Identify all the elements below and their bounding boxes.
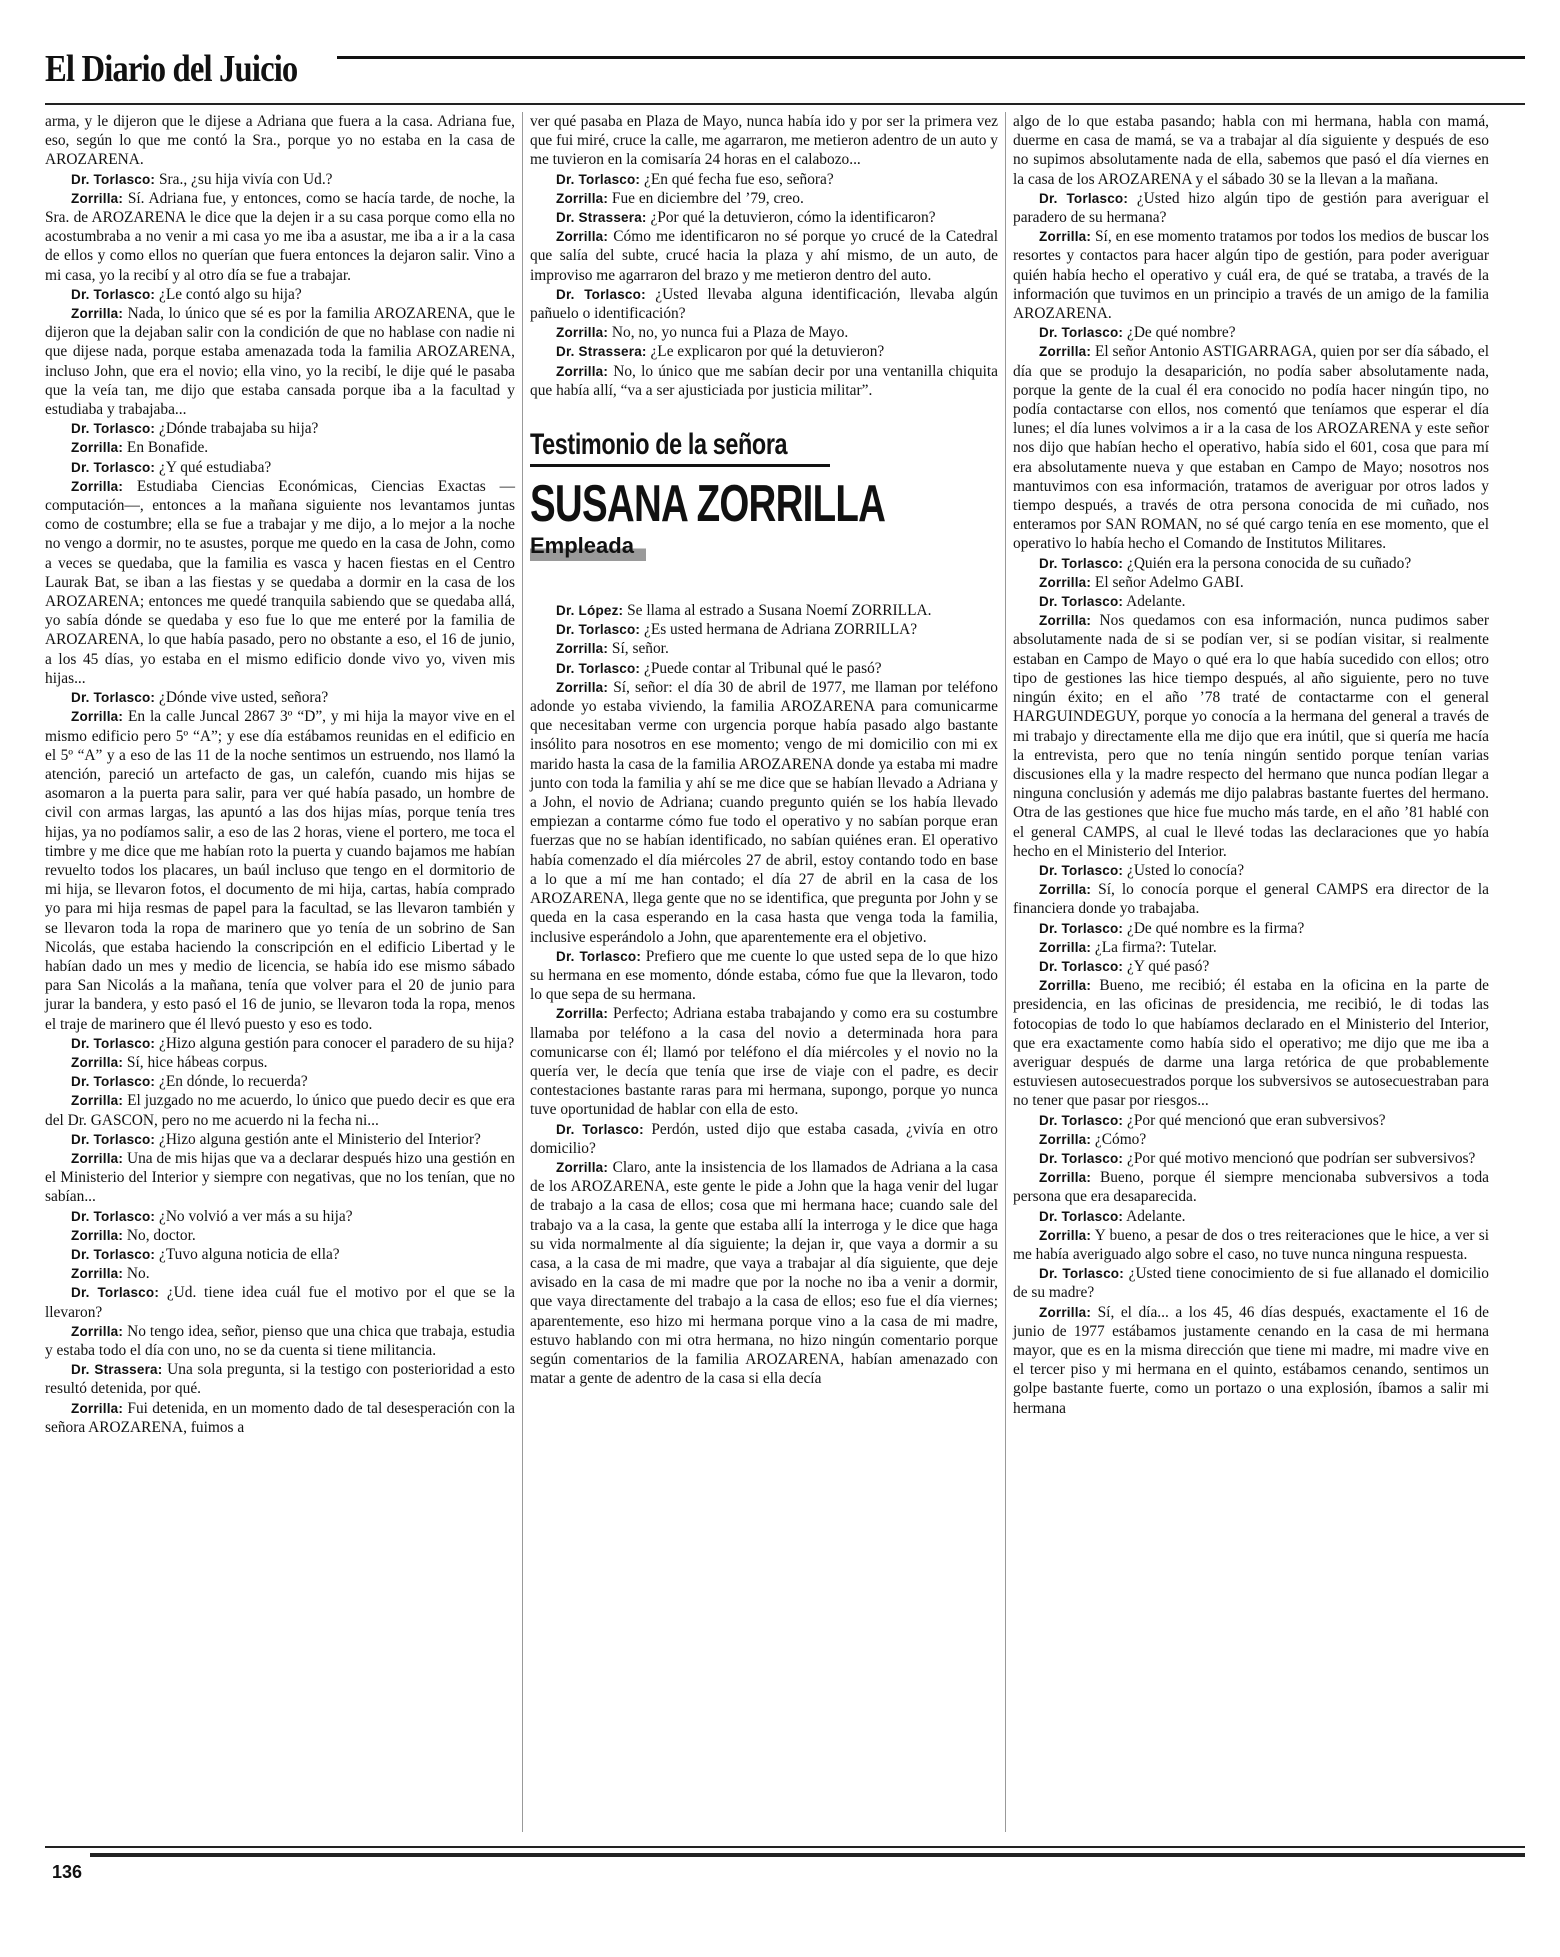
speaker-label: Zorrilla: <box>556 1159 609 1175</box>
paragraph-text: ¿Cómo? <box>1094 1130 1147 1148</box>
speaker-label: Dr. Torlasco: <box>1039 594 1124 610</box>
speaker-label: Zorrilla: <box>71 1227 124 1243</box>
paragraph <box>1013 938 1489 957</box>
paragraph-text: Sra., ¿su hija vivía con Ud.? <box>158 170 333 188</box>
column-divider <box>1005 112 1006 1832</box>
paragraph-text: Estudiaba Ciencias Económicas, Ciencias Exactas —computación—, entonces a la mañana siguiente nos levantamos juntas como de costumbre; ella se fue a trabajar y me dijo, a lo mejor a la noche no vengo a dormir, no te asustes, porque me quedo en la casa de John, como a veces se quedaba, que la familia es vasca y hacen fiestas en el Centro Laurak Bat, se iban a las fiestas y se quedaba a dormir en la casa de los AROZARENA; entonces me quedé tranquila sabiendo que se quedaba allá, yo sabía dónde se quedaba y eso fue lo que me enteré por la familia de AROZARENA, lo que había pasado, pero no obstante a eso, el 16 de junio, a los 45 días, yo estaba en el mismo edificio donde vivo yo, viven mis hijas... <box>45 477 515 687</box>
paragraph <box>1013 1168 1489 1206</box>
speaker-label: Dr. Torlasco: <box>71 1285 160 1301</box>
speaker-label: Zorrilla: <box>1039 1131 1092 1147</box>
paragraph-text: El juzgado no me acuerdo, lo único que puedo decir es que era del Dr. GASCON, pero no me acuerdo ni la fecha ni... <box>45 1092 515 1129</box>
paragraph-text: Sí, señor. <box>611 640 669 658</box>
paragraph <box>1013 880 1489 918</box>
paragraph <box>45 688 515 707</box>
paragraph-text: En la calle Juncal 2867 3º “D”, y mi hija la mayor vive en el mismo edificio pero 5º “A”; y ese día estábamos reunidas en el edificio en el 5º “A” y a eso de las 11 de la noche sentimos un estruendo, nos llamó la atención, pareció un artefacto de gas, un calefón, cuando mis hijas se asomaron a la puerta para salir, para ver qué había pasado, un hombre de civil con armas largas, las apuntó a las dos hijas mías, porque tenía tres hijas, ya no podíamos salir, a eso de las 2 horas, viene el portero, me toca el timbre y me dice que me habían roto la puerta y cuando bajamos me habían revuelto todos los placares, un baúl incluso que tengo en el dormitorio de mi hija, se llevaron fotos, el documento de mi hija, cartas, había comprado yo para mi hija resmas de papel para la facultad, se las llevaron también y se llevaron toda la ropa de marinero que yo tenía de un sobrino de San Nicolás, que estaba haciendo la conscripción en el edificio Libertad y le habían dado un mes y medio de licencia, se había ido ese mismo sábado para San Nicolás a la mañana, tenía que volver para el 20 de junio para jurar la bandera, y esto pasó el 16 de junio, se llevaron toda la ropa, menos el traje de marinero que él llevó puesto y eso es todo. <box>45 708 515 1033</box>
paragraph <box>530 601 998 620</box>
speaker-label: Zorrilla: <box>71 1323 124 1339</box>
paragraph <box>1013 573 1489 592</box>
paragraph-text: Nos quedamos con esa información, nunca pudimos saber absolutamente nada de si se podían ver, si se podían visitar, si realmente estaban en Campo de Mayo o qué era lo que había sucedido con ellos; otro tipo de gestiones las hice tiempo después, al año siguiente, pero no tuve ningún éxito; en el año ’78 traté de contactarme con el general HARGUINDEGUY, porque yo conocía a la hermana del general a través de mi trabajo y directamente ella me dijo que era inútil, que si quería me hacía la entrevista, pero que no tenía ningún sentido porque tenían varias discusiones ella y la madre respecto del hermano que nunca podían llegar a ninguna conclusión y además me dijo palabras bastante fuertes del hermano. Otra de las gestiones que hice fue mucho más tarde, en el año ’81 hablé con el general CAMPS, al cual le llevé todas las declaraciones que yo había hecho en el Ministerio del Interior. <box>1013 612 1489 860</box>
masthead <box>45 48 1525 90</box>
speaker-label: Dr. Torlasco: <box>1039 862 1124 878</box>
text-column-1 <box>45 112 515 1437</box>
paragraph <box>1013 1303 1489 1418</box>
speaker-label: Dr. Torlasco: <box>1039 190 1129 206</box>
paragraph-text: ¿No volvió a ver más a su hija? <box>158 1207 353 1225</box>
paragraph <box>1013 861 1489 880</box>
speaker-label: Zorrilla: <box>556 190 609 206</box>
paragraph-text: ¿Hizo alguna gestión ante el Ministerio del Interior? <box>158 1130 481 1148</box>
paragraph <box>1013 227 1489 323</box>
paragraph-text: Adelante. <box>1126 593 1186 611</box>
speaker-label: Dr. Torlasco: <box>1039 1112 1124 1128</box>
paragraph-text: No tengo idea, señor, pienso que una chica que trabaja, estudia y estaba todo el día con uno, no se da cuenta si tiene militancia. <box>45 1322 515 1359</box>
paragraph-text: El señor Antonio ASTIGARRAGA, quien por ser día sábado, el día que se produjo la desaparición, no podía saber absolutamente nada, porque la gente de la cual él era conocido no podía hacer ningún tipo, no podía contactarse con ellos, nos comentó que teníamos que esperar el día lunes; el día lunes volvimos a ir a la casa de los AROZARENA y este señor nos dijo que habían hecho el operativo, había sido el 601, cosa que para mí era absolutamente nueva y que estaban en Campo de Mayo; nosotros nos mantuvimos con esa información, tratamos de averiguar por otros lados y tiempo después, a través de otra persona conocida de mi cuñado, nos enteramos por SAN ROMAN, no sé qué cargo tenía en ese momento, que el operativo lo había hecho el Comando de Institutos Militares. <box>1013 343 1489 553</box>
paragraph <box>530 342 998 361</box>
speaker-label: Dr. Torlasco: <box>71 690 156 706</box>
paragraph <box>45 1091 515 1129</box>
paragraph <box>530 1120 998 1158</box>
paragraph-text: Perdón, usted dijo que estaba casada, ¿vivía en otro domicilio? <box>530 1120 998 1157</box>
page-number: 136 <box>52 1862 83 1882</box>
speaker-label: Dr. Torlasco: <box>1039 958 1124 974</box>
speaker-label: Dr. Torlasco: <box>1039 920 1124 936</box>
paragraph-text: ¿Por qué motivo mencionó que podrían ser subversivos? <box>1126 1149 1476 1167</box>
paragraph <box>45 707 515 1033</box>
paragraph <box>45 1283 515 1321</box>
masthead-title: El Diario del Juicio <box>45 48 298 90</box>
paragraph <box>1013 1226 1489 1264</box>
speaker-label: Zorrilla: <box>556 363 609 379</box>
speaker-label: Zorrilla: <box>1039 1170 1092 1186</box>
speaker-label: Zorrilla: <box>71 190 124 206</box>
speaker-label: Dr. Torlasco: <box>556 1121 644 1137</box>
speaker-label: Dr. Torlasco: <box>71 459 156 475</box>
paragraph-text: ¿Por qué la detuvieron, cómo la identificaron? <box>650 209 936 227</box>
paragraph <box>1013 554 1489 573</box>
paragraph-text: Claro, ante la insistencia de los llamados de Adriana a la casa de los AROZARENA, este gente le pide a John que la haga venir del lugar de trabajo a la casa de ellos; cosa que mi hermana hace; cuando sale del trabajo va a la casa, la gente que estaba allí la interroga y le dice que haga su vida normalmente al día siguiente; la dejan ir, que vaya a dormir a su casa, a la casa de mi madre, que vaya a trabajar al día siguiente, que deje avisado en la casa de mi madre que por la noche no iba a venir a dormir, que vaya directamente del trabajo a la casa de ellos; eso fue el día viernes; aparentemente, eso hizo mi hermana porque vino a la casa de mi madre, estuvo hablando con mi otra hermana, no hizo ningún comentario porque según comentarios de la familia AROZARENA, habían amenazado con matar a gente de adentro de la casa si ella decía <box>530 1158 998 1388</box>
speaker-label: Dr. López: <box>556 603 624 619</box>
paragraph <box>530 208 998 227</box>
paragraph <box>45 189 515 285</box>
paragraph <box>1013 1149 1489 1168</box>
paragraph <box>45 458 515 477</box>
paragraph-text: ¿Y qué pasó? <box>1126 957 1210 975</box>
speaker-label: Zorrilla: <box>71 1054 124 1070</box>
testimony-role: Empleada <box>530 533 646 561</box>
speaker-label: Dr. Torlasco: <box>71 1246 156 1262</box>
paragraph-text: ¿En qué fecha fue eso, señora? <box>643 170 834 188</box>
footer-rule <box>45 1846 1525 1848</box>
paragraph-text: No, lo único que me sabían decir por una ventanilla chiquita que había allí, “va a ser ajusticiada por justicia militar”. <box>530 362 998 399</box>
speaker-label: Zorrilla: <box>556 325 609 341</box>
paragraph <box>1013 592 1489 611</box>
paragraph <box>530 323 998 342</box>
paragraph-text: ¿Quién era la persona conocida de su cuñado? <box>1126 554 1412 572</box>
text-column-2 <box>530 112 998 1388</box>
paragraph-text: ¿Usted llevaba alguna identificación, llevaba algún pañuelo o identificación? <box>530 285 998 323</box>
speaker-label: Zorrilla: <box>71 1400 124 1416</box>
paragraph-text: ¿Usted hizo algún tipo de gestión para averiguar el paradero de su hermana? <box>1013 189 1489 227</box>
speaker-label: Dr. Torlasco: <box>71 1208 156 1224</box>
paragraph <box>1013 112 1489 189</box>
speaker-label: Zorrilla: <box>1039 978 1092 994</box>
paragraph <box>530 947 998 1005</box>
paragraph <box>45 1360 515 1398</box>
speaker-label: Dr. Torlasco: <box>556 660 641 676</box>
column-divider <box>522 112 523 1832</box>
speaker-label: Zorrilla: <box>1039 574 1092 590</box>
paragraph-text: Fui detenida, en un momento dado de tal desesperación con la señora AROZARENA, fuimos a <box>45 1399 515 1436</box>
speaker-label: Zorrilla: <box>71 306 124 322</box>
paragraph <box>45 1207 515 1226</box>
paragraph <box>45 1130 515 1149</box>
paragraph <box>530 1004 998 1119</box>
paragraph-text: ¿En dónde, lo recuerda? <box>158 1073 308 1091</box>
paragraph <box>530 285 998 323</box>
paragraph-text: ¿Hizo alguna gestión para conocer el paradero de su hija? <box>158 1034 515 1052</box>
speaker-label: Zorrilla: <box>71 709 124 725</box>
paragraph-text: ¿Usted lo conocía? <box>1126 861 1245 879</box>
paragraph <box>530 678 998 947</box>
paragraph-text: Una de mis hijas que va a declarar después hizo una gestión en el Ministerio del Interior y siempre con negativas, que no los tenían, que no sabían... <box>45 1149 515 1206</box>
paragraph-text: El señor Adelmo GABI. <box>1094 573 1244 591</box>
paragraph <box>45 1149 515 1207</box>
paragraph-text: Sí. Adriana fue, y entonces, como se hacía tarde, de noche, la Sra. de AROZARENA le dice que la dejen ir a su casa porque como ella no acostumbraba a no venir a mi casa yo me iba a asustar, me iba a ir a la casa de ellos y como ellos no querían que fuera entonces la dejaron salir. Vino a mi casa, yo la recibí y al otro día se fue a trabajar. <box>45 189 515 284</box>
speaker-label: Zorrilla: <box>556 679 609 695</box>
speaker-label: Dr. Strassera: <box>71 1362 163 1378</box>
speaker-label: Dr. Torlasco: <box>71 1035 156 1051</box>
paragraph <box>530 659 998 678</box>
paragraph-text: Prefiero que me cuente lo que usted sepa de lo que hizo su hermana en ese momento, dónde estaba, cómo fue que la llevaron, todo lo que sepa de su hermana. <box>530 947 998 1004</box>
speaker-label: Zorrilla: <box>1039 1227 1092 1243</box>
testimony-rule <box>530 464 830 467</box>
paragraph <box>45 304 515 419</box>
speaker-label: Dr. Torlasco: <box>1039 1150 1124 1166</box>
paragraph <box>45 1322 515 1360</box>
paragraph-text: Adelante. <box>1126 1207 1186 1225</box>
paragraph-text: algo de lo que estaba pasando; habla con mi hermana, habla con mamá, duerme en casa de mamá, se va a trabajar al día siguiente y después de eso no supimos absolutamente nada de ella, sabemos que pasó el día viernes en la casa de los AROZARENA y el sábado 30 se la llevan a la mañana. <box>1013 113 1489 188</box>
speaker-label: Dr. Torlasco: <box>71 421 156 437</box>
footer-rule-thick <box>90 1853 1525 1857</box>
paragraph <box>45 1053 515 1072</box>
speaker-label: Zorrilla: <box>71 1150 124 1166</box>
paragraph-text: Nada, lo único que sé es por la familia AROZARENA, que le dijeron que la dejaban salir con la condición de que no hablase con nadie ni que dijese nada, porque estaba amenazada toda la familia AROZARENA, incluso John, que era el novio; ella vino, yo la recibí, le dije qué le pasaba que la veía tan, me dijo que estaba cansada porque iba a la facultad y estudiaba y trabajaba... <box>45 305 515 419</box>
speaker-label: Dr. Strassera: <box>556 344 647 360</box>
paragraph <box>530 227 998 285</box>
paragraph <box>1013 189 1489 227</box>
paragraph <box>45 477 515 688</box>
paragraph-text: ¿Y qué estudiaba? <box>158 458 272 476</box>
paragraph-text: ¿Le explicaron por qué la detuvieron? <box>650 343 885 361</box>
paragraph <box>45 1399 515 1437</box>
speaker-label: Zorrilla: <box>71 440 124 456</box>
speaker-label: Dr. Torlasco: <box>71 171 156 187</box>
paragraph-text: En Bonafide. <box>126 439 209 457</box>
paragraph-text: ¿Es usted hermana de Adriana ZORRILLA? <box>643 621 918 639</box>
speaker-label: Dr. Torlasco: <box>1039 325 1124 341</box>
paragraph-text: Cómo me identificaron no sé porque yo crucé de la Catedral que salía del subte, crucé hacia la plaza y ahí mismo, de un auto, de improviso me agarraron del brazo y me metieron dentro del auto. <box>530 228 998 284</box>
paragraph-text: Perfecto; Adriana estaba trabajando y como era su costumbre llamaba por teléfono a la casa del novio a determinada hora para comunicarse con él; llamó por teléfono el día miércoles y el novio no la quería ver, le decía que tenía que irse de viaje con el padre, es decir contestaciones bastante raras para mi hermana, supongo, porque yo nunca tuve oportunidad de hablar con ella de esto. <box>530 1005 998 1119</box>
paragraph-text: ¿Ud. tiene idea cuál fue el motivo por el que se la llevaron? <box>45 1284 515 1321</box>
testimony-name: SUSANA ZORRILLA <box>530 475 886 534</box>
paragraph-text: ¿Puede contar al Tribunal qué le pasó? <box>643 659 882 677</box>
testimony-heading <box>530 428 998 561</box>
paragraph-text: ¿Tuvo alguna noticia de ella? <box>158 1245 340 1263</box>
speaker-label: Dr. Torlasco: <box>556 622 641 638</box>
paragraph-text: ¿Por qué mencionó que eran subversivos? <box>1126 1111 1386 1129</box>
paragraph-text: ¿De qué nombre es la firma? <box>1126 919 1305 937</box>
paragraph-text: Sí, el día... a los 45, 46 días después, exactamente el 16 de junio de 1977 estábamos justamente cenando en la casa de mi hermana mayor, que es en la misma dirección que tiene mi madre, mi madre vive en el tercer piso y mi hermana en el quinto, estábamos cenando, sentimos un golpe bastante fuerte, como un portazo o una explosión, íbamos a salir mi hermana <box>1013 1303 1489 1417</box>
paragraph <box>530 170 998 189</box>
speaker-label: Dr. Torlasco: <box>71 1074 156 1090</box>
paragraph-text: No, no, yo nunca fui a Plaza de Mayo. <box>611 324 849 342</box>
paragraph <box>530 189 998 208</box>
paragraph <box>1013 1207 1489 1226</box>
speaker-label: Zorrilla: <box>1039 613 1092 629</box>
paragraph-text: Sí, hice hábeas corpus. <box>126 1053 268 1071</box>
paragraph-text: Y bueno, a pesar de dos o tres reiteraciones que le hice, a ver si me había averiguado algo sobre el caso, no tuve nunca ninguna respuesta. <box>1013 1226 1490 1263</box>
paragraph <box>1013 919 1489 938</box>
paragraph <box>1013 611 1489 861</box>
paragraph-text: Sí, señor: el día 30 de abril de 1977, me llaman por teléfono adonde yo estaba viviendo, la familia AROZARENA para comunicarme que necesitaban verme con urgencia porque había pasado algo bastante insólito para nosotros en ese momento; vengo de mi domicilio con mi ex marido hasta la casa de la familia AROZARENA donde ya estaba mi madre junto con toda la familia y ahí se me dice que se habían llevado a Adriana y a John, el novio de Adriana; cuando pregunto quién se los había llevado empiezan a contarme cómo fue todo el operativo y no sabían porque eran fuerzas que no se habían identificado, no sabían quiénes eran. El operativo había comenzado el día miércoles 27 de abril, estoy contando todo en base a lo que a mí me han contado; el día 27 de abril en la casa de los AROZARENA, llega gente que no se identifica, que pregunta por John y se queda en la casa esperando en la casa hasta que venga toda la familia, inclusive esperándolo a John, que aparentemente era el objetivo. <box>530 678 998 946</box>
speaker-label: Zorrilla: <box>1039 344 1092 360</box>
paragraph <box>1013 323 1489 342</box>
speaker-label: Dr. Torlasco: <box>1039 1266 1124 1282</box>
text-column-3 <box>1013 112 1489 1418</box>
paragraph <box>1013 976 1489 1110</box>
paragraph <box>1013 342 1489 553</box>
paragraph <box>45 1034 515 1053</box>
paragraph <box>1013 1111 1489 1130</box>
paragraph <box>1013 957 1489 976</box>
speaker-label: Dr. Torlasco: <box>556 171 641 187</box>
paragraph-text: ver qué pasaba en Plaza de Mayo, nunca había ido y por ser la primera vez que fui miré, cruce la calle, me agarraron, me metieron adentro de un auto y me tuvieron en la comisaría 24 horas en el calabozo... <box>530 113 998 169</box>
speaker-label: Zorrilla: <box>1039 882 1092 898</box>
paragraph-text: ¿Le contó algo su hija? <box>158 285 302 303</box>
speaker-label: Zorrilla: <box>71 1266 124 1282</box>
paragraph <box>530 620 998 639</box>
paragraph <box>1013 1130 1489 1149</box>
speaker-label: Dr. Torlasco: <box>1039 555 1124 571</box>
paragraph <box>45 112 515 170</box>
paragraph-text: ¿Usted tiene conocimiento de si fue allanado el domicilio de su madre? <box>1013 1265 1489 1302</box>
header-rule <box>45 103 1525 105</box>
paragraph-text: ¿De qué nombre? <box>1126 324 1236 342</box>
paragraph <box>530 112 998 170</box>
testimony-kicker: Testimonio de la señora <box>530 428 788 462</box>
speaker-label: Zorrilla: <box>556 1006 609 1022</box>
paragraph <box>1013 1264 1489 1302</box>
paragraph-text: No. <box>126 1265 150 1283</box>
paragraph <box>45 1245 515 1264</box>
paragraph <box>45 1226 515 1245</box>
paragraph-text: Bueno, porque él siempre mencionaba subversivos a toda persona que era desaparecida. <box>1013 1169 1489 1206</box>
speaker-label: Zorrilla: <box>1039 939 1092 955</box>
paragraph <box>530 639 998 658</box>
masthead-rule <box>337 56 1525 59</box>
speaker-label: Dr. Torlasco: <box>1039 1208 1124 1224</box>
paragraph <box>45 1264 515 1283</box>
paragraph-text: Bueno, me recibió; él estaba en la oficina en la parte de presidencia, en las oficinas de presidencia, me recibió, le di todas las fotocopias de todo lo que habíamos declarado en el Ministerio del Interior, que era exactamente como había sido el operativo; me dijo que me iba a averiguar después de darme una larga retórica de que probablemente estuviesen autosecuestrados porque los subversivos se autosecuestraban para no tener que pasar por riesgos... <box>1013 977 1489 1110</box>
paragraph <box>530 1158 998 1388</box>
speaker-label: Dr. Torlasco: <box>556 286 646 302</box>
paragraph <box>45 419 515 438</box>
paragraph-text: arma, y le dijeron que le dijese a Adriana que fuera a la casa. Adriana fue, eso, según lo que me contó la Sra., porque yo no estaba en la casa de AROZARENA. <box>45 113 515 169</box>
speaker-label: Zorrilla: <box>556 229 609 245</box>
paragraph <box>45 438 515 457</box>
speaker-label: Zorrilla: <box>1039 1304 1092 1320</box>
paragraph-text: Se llama al estrado a Susana Noemí ZORRILLA. <box>627 602 932 620</box>
paragraph-text: Sí, en ese momento tratamos por todos los medios de buscar los resortes y contactos para hacer algún tipo de gestión, para poder averiguar quién había hecho el operativo y cuál era, de qué se trataba, a través de la información que tuvimos en un principio a través de un amigo de la familia AROZARENA. <box>1013 228 1489 323</box>
paragraph-text: ¿La firma?: Tutelar. <box>1094 938 1217 956</box>
paragraph-text: ¿Dónde vive usted, señora? <box>158 689 329 707</box>
paragraph <box>530 362 998 400</box>
paragraph-text: Sí, lo conocía porque el general CAMPS era director de la financiera donde yo trabajaba. <box>1013 881 1489 918</box>
paragraph <box>45 285 515 304</box>
paragraph <box>45 1072 515 1091</box>
speaker-label: Dr. Torlasco: <box>71 1131 156 1147</box>
paragraph <box>45 170 515 189</box>
speaker-label: Zorrilla: <box>1039 229 1092 245</box>
speaker-label: Dr. Strassera: <box>556 210 647 226</box>
speaker-label: Zorrilla: <box>71 1093 124 1109</box>
speaker-label: Zorrilla: <box>71 478 124 494</box>
paragraph-text: Fue en diciembre del ’79, creo. <box>611 189 804 207</box>
speaker-label: Zorrilla: <box>556 641 609 657</box>
paragraph-text: Una sola pregunta, si la testigo con posterioridad a esto resultó detenida, por qué. <box>45 1361 515 1398</box>
paragraph-text: ¿Dónde trabajaba su hija? <box>158 420 319 438</box>
speaker-label: Dr. Torlasco: <box>71 286 156 302</box>
speaker-label: Dr. Torlasco: <box>556 948 642 964</box>
paragraph-text: No, doctor. <box>126 1226 196 1244</box>
